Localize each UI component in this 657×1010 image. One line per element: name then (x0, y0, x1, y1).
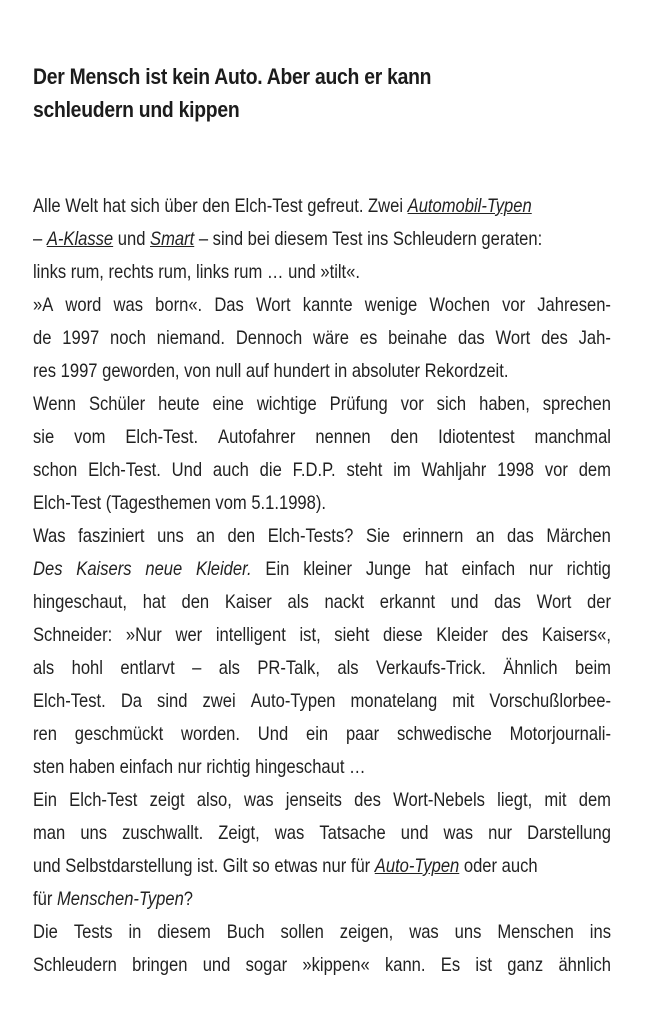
word: Kleider (436, 624, 488, 646)
emphasized-text: Auto-Typen (374, 855, 460, 877)
word: Elch-Test. (125, 426, 199, 448)
word: an (475, 525, 495, 547)
text-line (33, 355, 524, 388)
word: hingeschaut, (33, 591, 128, 613)
word: Tests (73, 921, 113, 943)
word: Wort-Nebels (393, 789, 485, 811)
word: Wenn (33, 393, 77, 415)
word: sich (436, 393, 467, 415)
word: ist (475, 954, 492, 976)
word: sogar (245, 954, 288, 976)
word: – (192, 657, 202, 679)
emphasized-word: Des (33, 558, 63, 580)
word: nur (488, 822, 513, 844)
word: Tatsache (319, 822, 386, 844)
word: wer (175, 624, 203, 646)
word: liegt, (497, 789, 533, 811)
word: vor (502, 294, 526, 316)
word: als (218, 657, 240, 679)
text-line (33, 949, 611, 982)
word: mit (452, 690, 475, 712)
text-line (33, 586, 611, 619)
text-segment: oder auch (459, 855, 538, 877)
text-line (33, 751, 524, 784)
word: »Nur (125, 624, 162, 646)
word: Verkaufs-Trick. (375, 657, 486, 679)
word: born«. (155, 294, 203, 316)
word: Das (214, 294, 244, 316)
word: Darstellung (527, 822, 611, 844)
page-title-line-2: schleudern und kippen (33, 97, 240, 122)
body-text (33, 190, 611, 982)
word: uns (157, 525, 184, 547)
word: und (202, 954, 231, 976)
word: was (409, 921, 439, 943)
word: zuschwallt. (122, 822, 204, 844)
word: monatelang (350, 690, 438, 712)
word: entlarvt (120, 657, 175, 679)
word: einfach (461, 558, 516, 580)
word: Wort (495, 327, 531, 349)
word: geschmückt (74, 723, 164, 745)
word: Schneider: (33, 624, 113, 646)
emphasized-word: neue (145, 558, 183, 580)
word: ren (33, 723, 57, 745)
word: beinahe (388, 327, 448, 349)
word: des (541, 327, 568, 349)
text-line (33, 256, 524, 289)
word: das (457, 327, 485, 349)
word: Wochen (429, 294, 490, 316)
word: ins (589, 921, 611, 943)
word: den (390, 426, 419, 448)
word: ganz (507, 954, 544, 976)
word: dem (578, 789, 611, 811)
word: zwei (202, 690, 236, 712)
word: sprechen (542, 393, 611, 415)
word: im (393, 459, 411, 481)
word: Kaiser (224, 591, 272, 613)
word: sieht (334, 624, 370, 646)
page-title-line-1: Der Mensch ist kein Auto. Aber auch er kann (33, 64, 432, 89)
word: jenseits (285, 789, 342, 811)
word: eine (212, 393, 244, 415)
word: ähnlich (558, 954, 611, 976)
word: F.D.P. (292, 459, 336, 481)
text-segment: Alle Welt hat sich über den Elch-Test gefreut. Zwei (33, 195, 408, 217)
text-line (33, 520, 611, 553)
text-line (33, 388, 611, 421)
word: Kaisers«, (541, 624, 611, 646)
word: sind (157, 690, 188, 712)
text-line (33, 916, 611, 949)
word: zeigt (149, 789, 185, 811)
word: Zeigt, (218, 822, 260, 844)
word: mit (544, 789, 567, 811)
word: und (450, 591, 479, 613)
word: den (227, 525, 256, 547)
word: und (400, 822, 429, 844)
emphasized-word: Kaisers (76, 558, 132, 580)
word: wäre (313, 327, 349, 349)
word: des (354, 789, 381, 811)
word: nackt (324, 591, 365, 613)
word: steht (346, 459, 383, 481)
text-segment: sten haben einfach nur richtig hingeschaut … (33, 756, 366, 778)
word: »A (33, 294, 54, 316)
text-line (33, 619, 611, 652)
word: diese (382, 624, 423, 646)
word: ist, (299, 624, 321, 646)
word: zeigen, (339, 921, 394, 943)
word: PR-Talk, (257, 657, 320, 679)
word: Elch-Test. (33, 690, 106, 712)
text-line (33, 454, 611, 487)
word: uns (80, 822, 108, 844)
word: Junge (365, 558, 411, 580)
word: Und (257, 723, 289, 745)
word: Autofahrer (218, 426, 296, 448)
text-line (33, 685, 611, 718)
word: 1998 (497, 459, 535, 481)
word: wenige (364, 294, 418, 316)
word: sollen (280, 921, 324, 943)
text-line (33, 718, 611, 751)
word: hat (142, 591, 166, 613)
word: manchmal (534, 426, 611, 448)
word: hohl (71, 657, 103, 679)
word: Elch-Tests? (267, 525, 354, 547)
word: was (244, 789, 274, 811)
emphasized-text: Automobil-Typen (407, 195, 532, 217)
word: worden. (181, 723, 240, 745)
word: des (501, 624, 529, 646)
word: als (337, 657, 359, 679)
text-segment: – sind bei diesem Test ins Schleudern geraten: (194, 228, 543, 250)
word: was (113, 294, 144, 316)
text-segment: und Selbstdarstellung ist. Gilt so etwas nur für (33, 855, 375, 877)
word: Elch-Test. (88, 459, 161, 481)
word: also, (196, 789, 232, 811)
text-segment: ? (183, 888, 194, 910)
text-line (33, 289, 611, 322)
word: Schüler (88, 393, 146, 415)
word: Märchen (546, 525, 611, 547)
word: noch (110, 327, 146, 349)
word: intelligent (215, 624, 286, 646)
word: dem (578, 459, 611, 481)
word: erinnern (402, 525, 464, 547)
text-line (33, 223, 543, 256)
word: diesem (157, 921, 211, 943)
word: den (181, 591, 210, 613)
word: fasziniert (78, 525, 145, 547)
word: als (33, 657, 55, 679)
word: Menschen (497, 921, 574, 943)
text-line (33, 817, 611, 850)
text-segment: für (33, 888, 57, 910)
word: man (33, 822, 66, 844)
word: vor (544, 459, 568, 481)
text-segment: und (113, 228, 151, 250)
word: das (494, 591, 521, 613)
word: was (274, 822, 305, 844)
word: Die (33, 921, 58, 943)
page-title (33, 60, 540, 126)
word: richtig (566, 558, 611, 580)
word: Ein (265, 558, 290, 580)
word: nennen (315, 426, 371, 448)
word: Jah- (578, 327, 611, 349)
word: nur (528, 558, 553, 580)
word: Ein (33, 789, 57, 811)
word: Motorjournali- (509, 723, 611, 745)
word: Elch-Test (69, 789, 138, 811)
word: ein (306, 723, 329, 745)
text-line (33, 850, 538, 883)
word: wichtige (256, 393, 317, 415)
word: niemand. (156, 327, 225, 349)
word: »kippen« (302, 954, 370, 976)
word: kann. (384, 954, 426, 976)
word: erkannt (379, 591, 436, 613)
word: was (443, 822, 474, 844)
text-line (33, 553, 611, 586)
word: es (359, 327, 378, 349)
word: haben, (479, 393, 530, 415)
emphasized-text: Menschen-Typen (56, 888, 184, 910)
word: hat (424, 558, 448, 580)
word: heute (158, 393, 200, 415)
word: Jahresen- (537, 294, 611, 316)
word: auch (212, 459, 249, 481)
word: schon (33, 459, 78, 481)
word: Da (120, 690, 143, 712)
word: uns (454, 921, 482, 943)
word: die (259, 459, 282, 481)
word: word (65, 294, 102, 316)
emphasized-word: Kleider. (196, 558, 252, 580)
text-line (33, 322, 611, 355)
text-line (33, 784, 611, 817)
word: Sie (366, 525, 390, 547)
word: paar (345, 723, 380, 745)
word: Buch (226, 921, 265, 943)
word: schwedische (396, 723, 492, 745)
text-segment: links rum, rechts rum, links rum … und »tilt«. (33, 261, 360, 283)
word: Vorschußlorbee- (489, 690, 611, 712)
word: Prüfung (329, 393, 388, 415)
emphasized-text: Smart (150, 228, 195, 250)
word: das (507, 525, 534, 547)
word: vom (74, 426, 106, 448)
word: als (287, 591, 309, 613)
text-line (33, 487, 524, 520)
word: der (587, 591, 611, 613)
word: Schleudern (33, 954, 117, 976)
word: 1997 (62, 327, 100, 349)
word: de (33, 327, 52, 349)
word: Wahljahr (421, 459, 487, 481)
word: an (196, 525, 215, 547)
word: Wort (255, 294, 291, 316)
text-segment: res 1997 geworden, von null auf hundert in absoluter Rekordzeit. (33, 360, 509, 382)
word: Und (171, 459, 203, 481)
word: Auto-Typen (250, 690, 336, 712)
word: vor (400, 393, 424, 415)
word: kannte (302, 294, 353, 316)
text-line (33, 190, 532, 223)
word: bringen (132, 954, 188, 976)
word: Es (440, 954, 461, 976)
word: Dennoch (235, 327, 303, 349)
word: beim (575, 657, 611, 679)
word: Ähnlich (503, 657, 558, 679)
word: Was (33, 525, 66, 547)
text-line (33, 421, 611, 454)
word: sie (33, 426, 55, 448)
word: kleiner (303, 558, 353, 580)
text-segment: Elch-Test (Tagesthemen vom 5.1.1998). (33, 492, 326, 514)
text-segment: – (33, 228, 47, 250)
word: Wort (536, 591, 572, 613)
text-line (33, 883, 524, 916)
text-line (33, 652, 611, 685)
word: Idiotentest (438, 426, 515, 448)
word: in (128, 921, 142, 943)
emphasized-text: A-Klasse (46, 228, 114, 250)
